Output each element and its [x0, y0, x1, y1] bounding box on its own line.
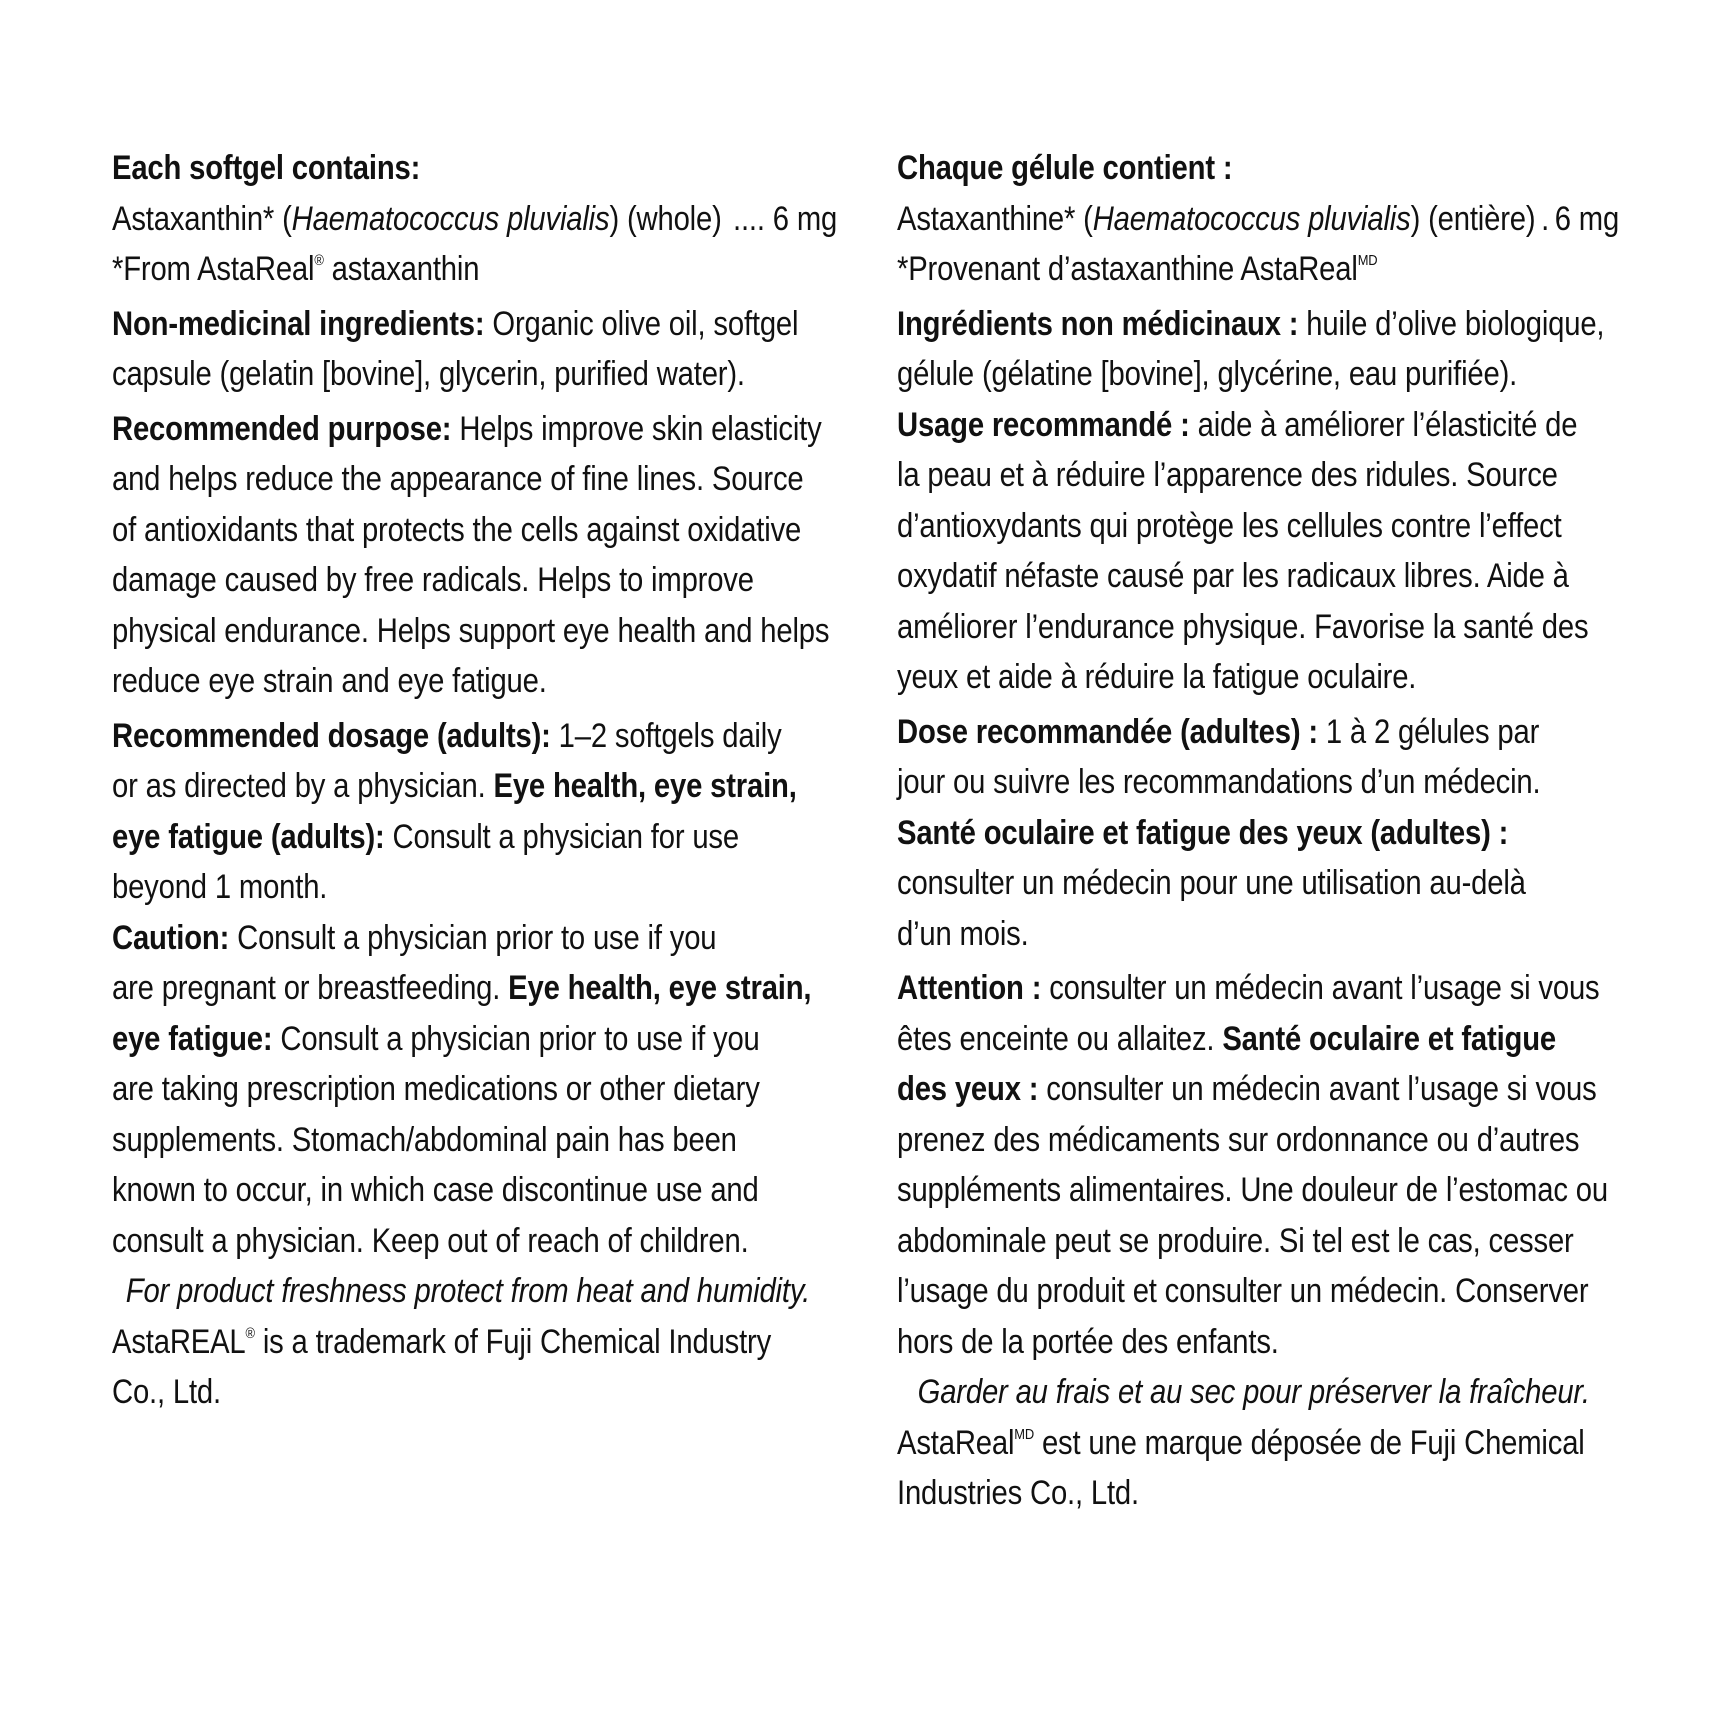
- caution-line-4: are taking prescription medications or other dietary: [112, 1070, 760, 1108]
- attention-line-8: hors de la portée des enfants.: [897, 1322, 1279, 1361]
- trademark-line-1: [112, 1317, 853, 1368]
- caution-label: Caution:: [112, 918, 230, 957]
- attention-line-3: [897, 1064, 1638, 1115]
- caution-line-3: [112, 1014, 853, 1065]
- dosage-line-3: [112, 812, 853, 863]
- purpose-line-3: of antioxidants that protects the cells against oxidative: [112, 510, 802, 549]
- dosage-label: Recommended dosage (adults):: [112, 716, 551, 755]
- usage-line-3: d’antioxydants qui protège les cellules contre l’effect: [897, 506, 1562, 545]
- caution-line-1: [112, 913, 853, 964]
- eye-health-label: Eye health, eye strain,: [493, 767, 797, 805]
- source-text: *Provenant d’astaxanthine AstaReal: [897, 250, 1358, 288]
- astaxanthin-amount: ) (entière) . 6 mg: [1410, 199, 1620, 238]
- dosage-text: or as directed by a physician.: [112, 767, 494, 805]
- eye-fatigue-label: eye fatigue (adults):: [112, 817, 385, 856]
- dosage-line-1: [112, 711, 853, 762]
- nmi-line-1: [112, 299, 853, 350]
- freshness-note: Garder au frais et au sec pour préserver la fraîcheur.: [917, 1373, 1590, 1411]
- dose-label: Dose recommandée (adultes) :: [897, 712, 1318, 751]
- eye-fatigue-label: des yeux :: [897, 1070, 1039, 1108]
- dose-line-4: consulter un médecin pour une utilisation au-delà: [897, 864, 1526, 902]
- caution-line-6: known to occur, in which case discontinue use and: [112, 1171, 759, 1209]
- attention-line-2: [897, 1014, 1638, 1065]
- source-line: [112, 244, 853, 295]
- nmi-line-2: capsule (gelatin [bovine], glycerin, purified water).: [112, 355, 745, 393]
- astaxanthin-line: [112, 194, 853, 245]
- purpose-text: Helps improve skin elasticity: [451, 409, 822, 448]
- trademark-line-2: Industries Co., Ltd.: [897, 1474, 1139, 1512]
- nmi-text: huile d’olive biologique,: [1298, 304, 1605, 343]
- dose-line-2: jour ou suivre les recommandations d’un médecin.: [897, 763, 1541, 801]
- dose-line-5: d’un mois.: [897, 914, 1029, 953]
- trademark-text: is a trademark of Fuji Chemical Industry: [254, 1322, 772, 1361]
- caution-line-2: [112, 963, 853, 1014]
- trademark-text: est une marque déposée de Fuji Chemical: [1033, 1423, 1585, 1462]
- dosage-line-4: beyond 1 month.: [112, 868, 328, 906]
- nmi-line-2: gélule (gélatine [bovine], glycérine, eau purifiée).: [897, 355, 1518, 393]
- purpose-line-6: reduce eye strain and eye fatigue.: [112, 662, 547, 700]
- nmi-label: Non-medicinal ingredients:: [112, 304, 485, 343]
- attention-text: consulter un médecin avant l’usage si vous: [1041, 969, 1600, 1007]
- astaxanthin-amount: ) (whole) .... 6 mg: [609, 199, 838, 238]
- caution-line-5: supplements. Stomach/abdominal pain has been: [112, 1120, 737, 1159]
- registered-mark: MD: [1357, 252, 1378, 269]
- dose-line-3: [897, 808, 1638, 859]
- purpose-line-5: physical endurance. Helps support eye health and helps: [112, 611, 830, 650]
- eye-health-label: Santé oculaire et fatigue: [1222, 1019, 1557, 1058]
- eye-fatigue-label: eye fatigue:: [112, 1019, 273, 1058]
- dose-line-1: [897, 707, 1638, 758]
- caution-text: are pregnant or breastfeeding.: [112, 969, 509, 1007]
- attention-line-4: prenez des médicaments sur ordonnance ou d’autres: [897, 1120, 1580, 1159]
- attention-text: consulter un médecin avant l’usage si vous: [1038, 1070, 1597, 1108]
- usage-text: aide à améliorer l’élasticité de: [1189, 405, 1578, 444]
- astaxanthin-line: [897, 194, 1638, 245]
- dosage-line-2: [112, 761, 853, 812]
- usage-line-6: yeux et aide à réduire la fatigue oculaire.: [897, 658, 1417, 696]
- attention-line-7: l’usage du produit et consulter un médecin. Conserver: [897, 1272, 1589, 1310]
- registered-mark: ®: [314, 252, 324, 269]
- astaxanthin-text: Astaxanthin* (: [112, 199, 292, 238]
- trademark-brand: AstaReal: [897, 1423, 1015, 1462]
- trademark-line-1: [897, 1418, 1638, 1469]
- english-column: [112, 143, 853, 1418]
- contains-line: [112, 143, 853, 194]
- registered-mark: MD: [1014, 1425, 1034, 1443]
- caution-text: Consult a physician prior to use if you: [272, 1019, 760, 1058]
- contains-heading: Each softgel contains:: [112, 149, 421, 187]
- source-text: *From AstaReal: [112, 250, 315, 288]
- source-line: [897, 244, 1638, 295]
- usage-line-1: [897, 400, 1638, 451]
- registered-mark: ®: [245, 1324, 255, 1342]
- attention-line-1: [897, 963, 1638, 1014]
- source-text-end: astaxanthin: [323, 250, 480, 288]
- purpose-label: Recommended purpose:: [112, 409, 452, 448]
- nmi-line-1: [897, 299, 1638, 350]
- trademark-brand: AstaREAL: [112, 1322, 246, 1361]
- caution-line-7: consult a physician. Keep out of reach of children.: [112, 1221, 749, 1260]
- usage-line-2: la peau et à réduire l’apparence des ridules. Source: [897, 456, 1558, 494]
- trademark-line-2: Co., Ltd.: [112, 1373, 221, 1411]
- attention-line-6: abdominale peut se produire. Si tel est le cas, cesser: [897, 1221, 1574, 1260]
- purpose-line-1: [112, 404, 853, 455]
- usage-label: Usage recommandé :: [897, 405, 1190, 444]
- species-name: Haematococcus pluvialis: [1092, 199, 1411, 238]
- french-column: [897, 143, 1638, 1519]
- nmi-text: Organic olive oil, softgel: [484, 304, 799, 343]
- dose-text: 1 à 2 gélules par: [1317, 712, 1540, 751]
- freshness-note: For product freshness protect from heat and humidity.: [125, 1272, 811, 1310]
- usage-line-5: améliorer l’endurance physique. Favorise la santé des: [897, 607, 1589, 646]
- usage-line-4: oxydatif néfaste causé par les radicaux libres. Aide à: [897, 557, 1569, 595]
- attention-text: êtes enceinte ou allaitez.: [897, 1019, 1223, 1058]
- caution-text: Consult a physician prior to use if you: [229, 918, 717, 957]
- contains-heading: Chaque gélule contient :: [897, 149, 1233, 187]
- dosage-text: Consult a physician for use: [384, 817, 739, 856]
- nmi-label: Ingrédients non médicinaux :: [897, 304, 1299, 343]
- attention-line-5: suppléments alimentaires. Une douleur de l’estomac ou: [897, 1171, 1608, 1209]
- astaxanthin-text: Astaxanthine* (: [897, 199, 1093, 238]
- attention-label: Attention :: [897, 969, 1042, 1007]
- species-name: Haematococcus pluvialis: [291, 199, 610, 238]
- eye-health-label: Santé oculaire et fatigue des yeux (adultes) :: [897, 813, 1509, 852]
- purpose-line-2: and helps reduce the appearance of fine lines. Source: [112, 460, 804, 498]
- contains-line: [897, 143, 1638, 194]
- purpose-line-4: damage caused by free radicals. Helps to improve: [112, 561, 754, 599]
- dosage-text: 1–2 softgels daily: [550, 716, 782, 755]
- eye-health-label: Eye health, eye strain,: [508, 969, 812, 1007]
